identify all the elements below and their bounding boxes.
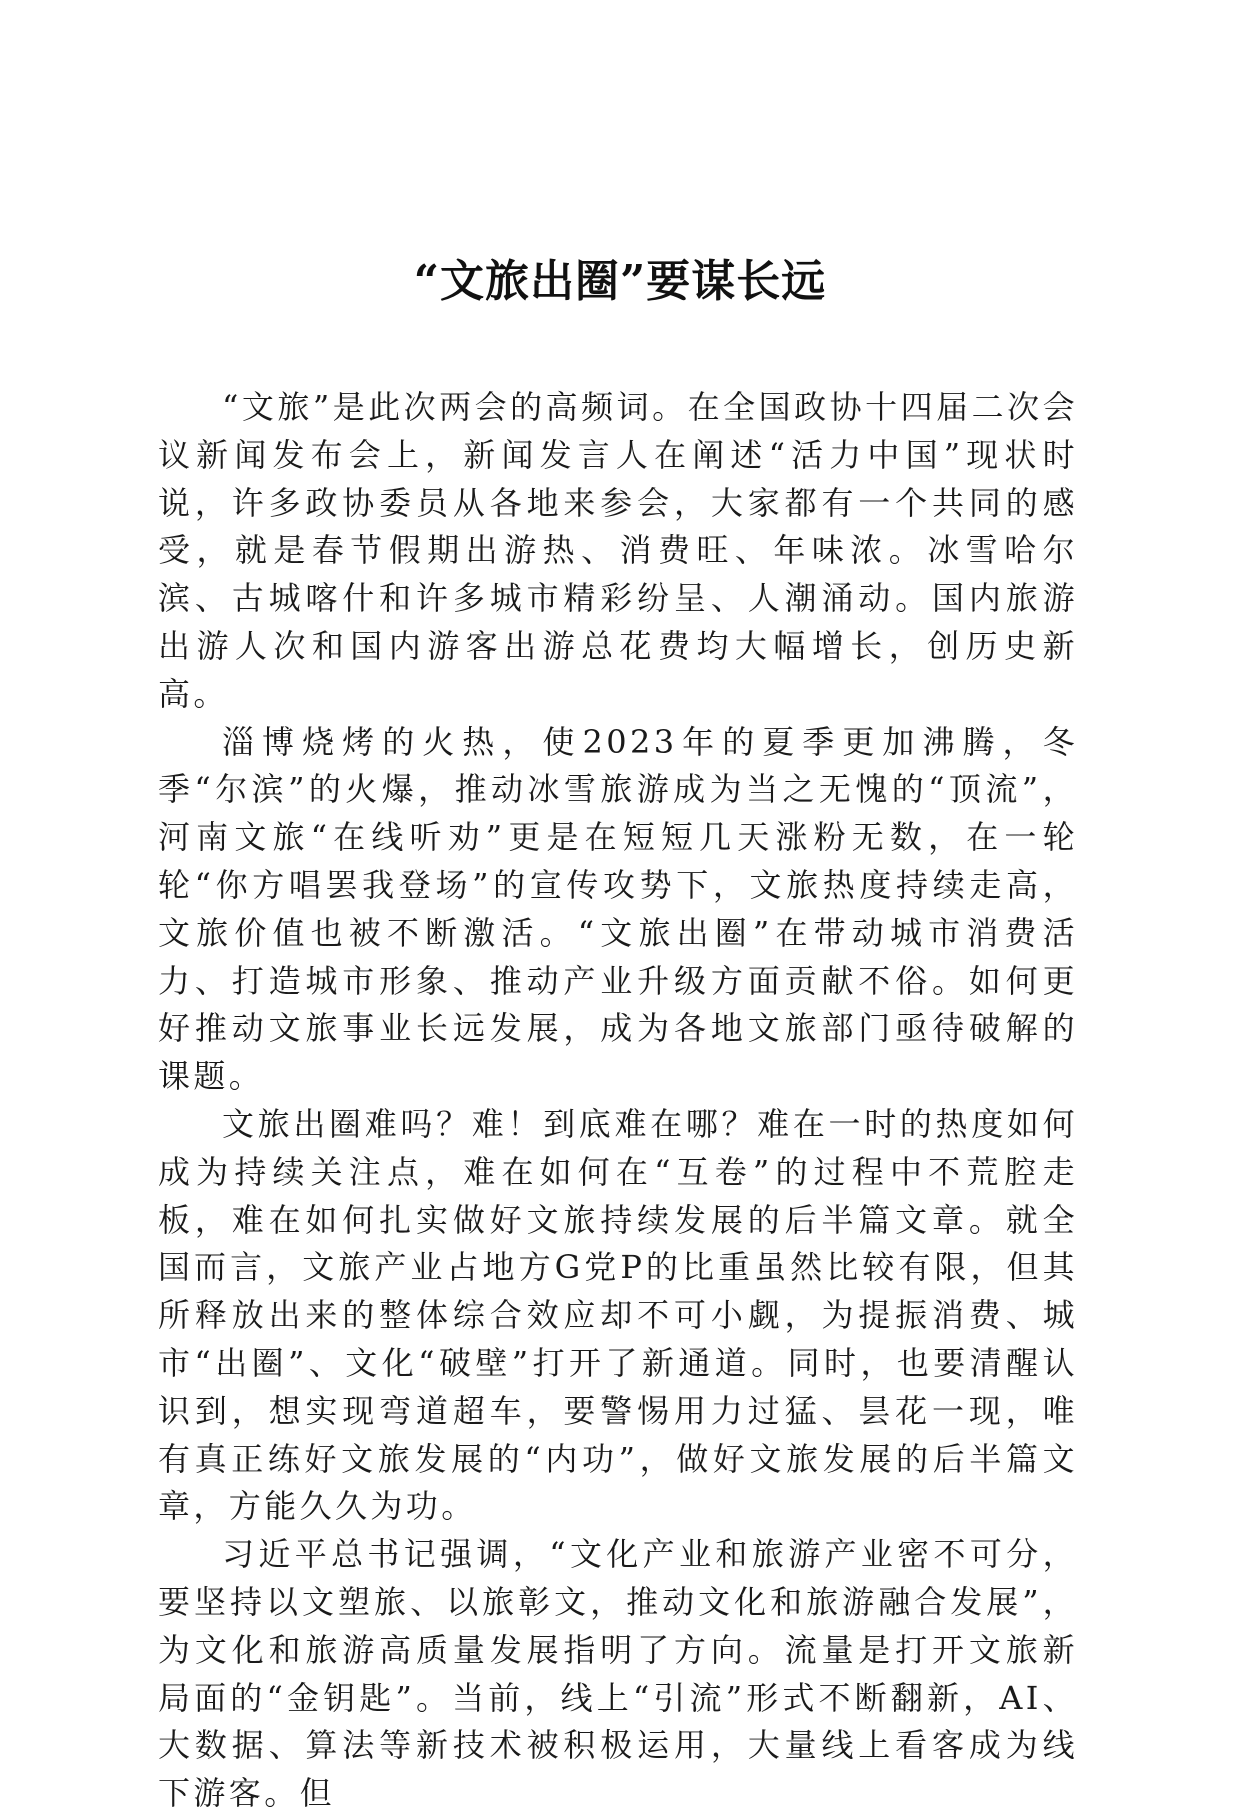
paragraph-1: “文旅”是此次两会的高频词。在全国政协十四届二次会议新闻发布会上，新闻发言人在阐述“活力中国”现状时说，许多政协委员从各地来参会，大家都有一个共同的感受，就是春节假期出游热、消费旺、年味浓。冰雪哈尔滨、古城喀什和许多城市精彩纷呈、人潮涌动。国内旅游出游人次和国内游客出游总花费均大幅增长，创历史新高。 [158,388,1078,713]
paragraph-4: 习近平总书记强调，“文化产业和旅游产业密不可分，要坚持以文塑旅、以旅彰文，推动文化和旅游融合发展”，为文化和旅游高质量发展指明了方向。流量是打开文旅新局面的“金钥匙”。当前，线上“引流”形式不断翻新，AI、大数据、算法等新技术被积极运用，大量线上看客成为线下游客。但 [158,1535,1078,1813]
paragraph-3: 文旅出圈难吗？难！到底难在哪？难在一时的热度如何成为持续关注点，难在如何在“互卷”的过程中不荒腔走板，难在如何扎实做好文旅持续发展的后半篇文章。就全国而言，文旅产业占地方G党P的比重虽然比较有限，但其所释放出来的整体综合效应却不可小觑，为提振消费、城市“出圈”、文化“破壁”打开了新通道。同时，也要清醒认识到，想实现弯道超车，要警惕用力过猛、昙花一现，唯有真正练好文旅发展的“内功”，做好文旅发展的后半篇文章，方能久久为功。 [158,1104,1078,1526]
article-body [158,384,1078,1818]
paragraph-2: 淄博烧烤的火热，使2023年的夏季更加沸腾，冬季“尔滨”的火爆，推动冰雪旅游成为当之无愧的“顶流”，河南文旅“在线听劝”更是在短短几天涨粉无数，在一轮轮“你方唱罢我登场”的宣传攻势下，文旅热度持续走高，文旅价值也被不断激活。“文旅出圈”在带动城市消费活力、打造城市形象、推动产业升级方面贡献不俗。如何更好推动文旅事业长远发展，成为各地文旅部门亟待破解的课题。 [158,722,1078,1096]
article-title: “文旅出圈”要谋长远 [413,256,827,307]
